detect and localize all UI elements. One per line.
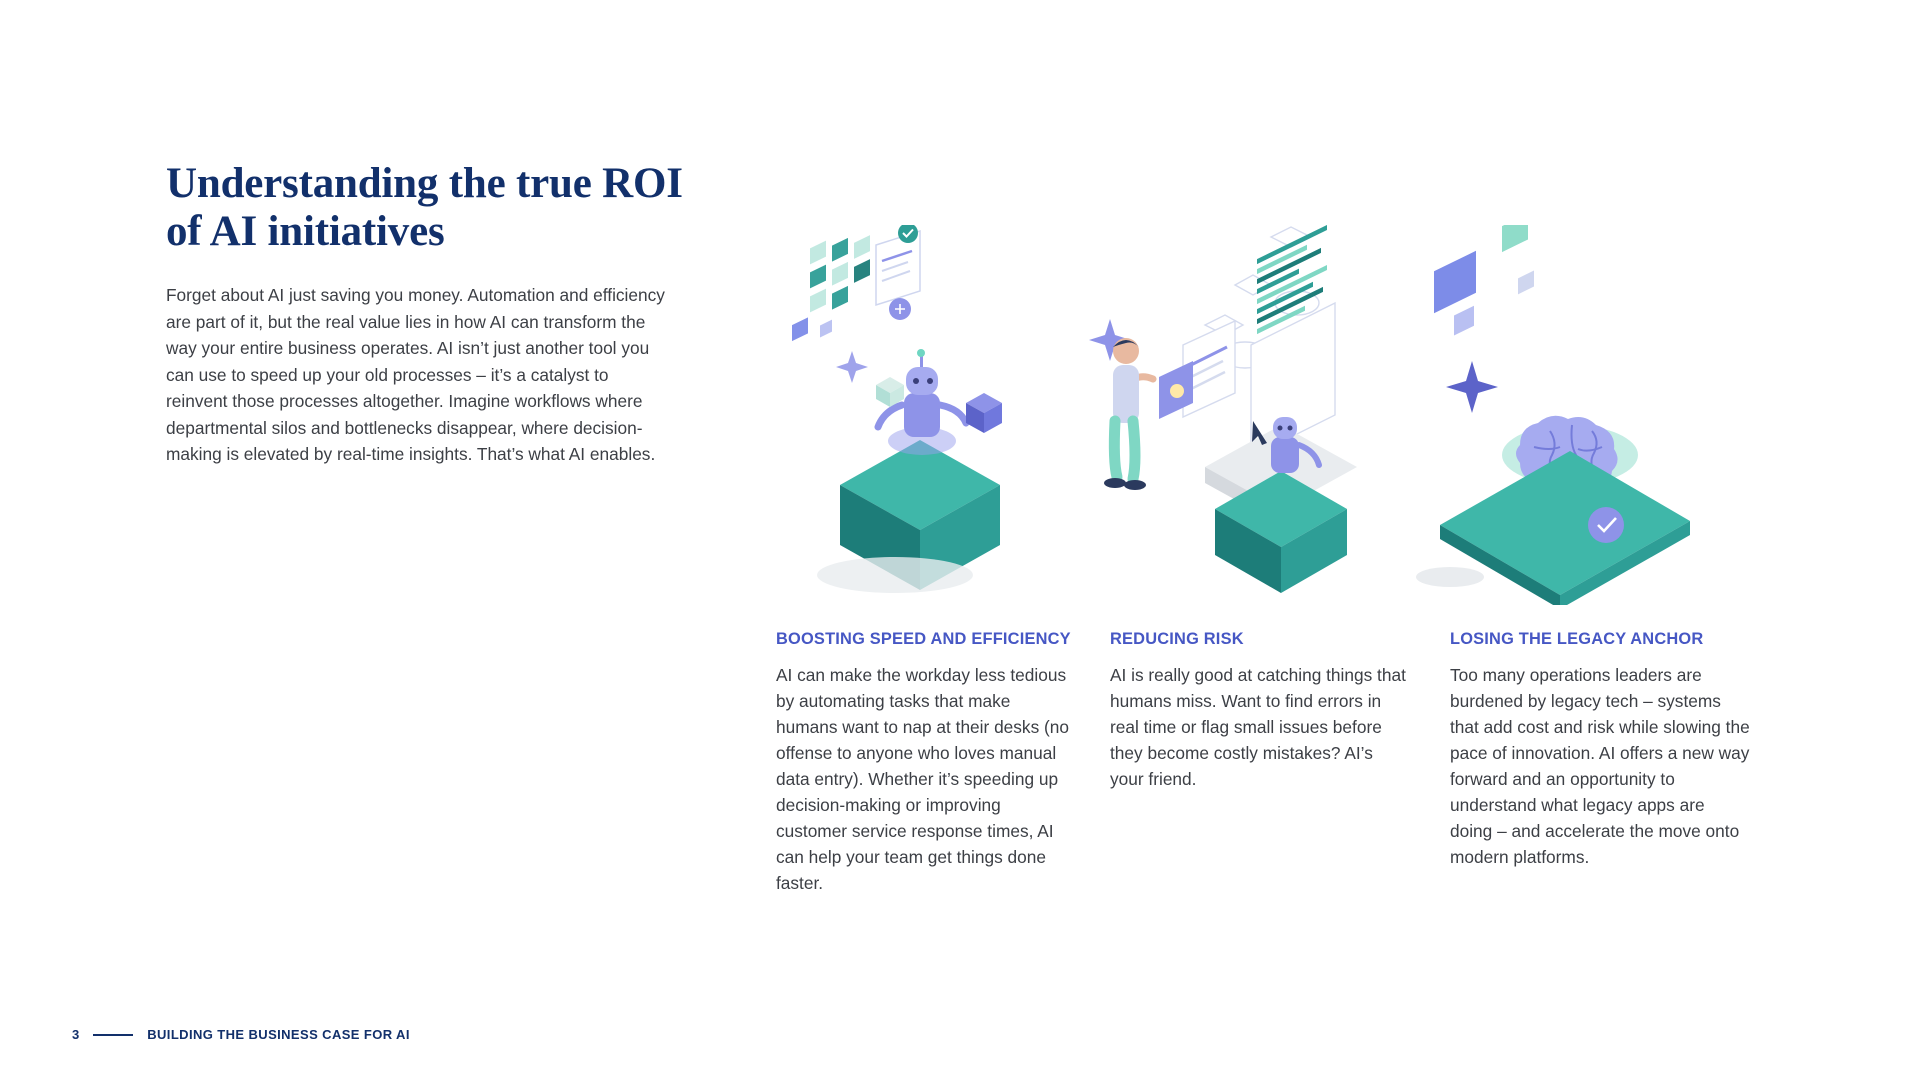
- illustration-row: [770, 225, 1770, 605]
- person-reviewing-data-screens-illustration: [1085, 225, 1385, 605]
- card-title: BOOSTING SPEED AND EFFICIENCY: [776, 630, 1071, 648]
- intro-paragraph: Forget about AI just saving you money. Automation and efficiency are part of it, but the real value lies in how AI can transform the way your entire business operates. AI isn’t just another tool you can use to speed up your old processes – it’s a catalyst to reinvent those processes altogether. Imagine workflows where departmental silos and bottlenecks disappear, where decision-making is elevated by real-time insights. That’s what AI enables.: [166, 285, 665, 465]
- card-title: REDUCING RISK: [1110, 630, 1244, 648]
- page-number: 3: [72, 1027, 80, 1042]
- card-body: AI can make the workday less tedious by automating tasks that make humans want to nap at their desks (no offense to anyone who loves manual data entry). Whether it’s speeding up decision-making or improving customer service response times, AI can help your team get things done faster.: [776, 665, 1069, 893]
- footer-divider: [93, 1034, 133, 1036]
- card-losing-the-legacy-anchor: [1450, 630, 1748, 871]
- brain-on-platform-illustration: [1410, 225, 1710, 605]
- card-body: Too many operations leaders are burdened by legacy tech – systems that add cost and risk while slowing the pace of innovation. AI offers a new way forward and an opportunity to understand what legacy apps are doing – and accelerate the move onto modern platforms.: [1450, 665, 1750, 867]
- left-column: [166, 160, 686, 485]
- card-title: LOSING THE LEGACY ANCHOR: [1450, 630, 1704, 648]
- robot-on-pedestal-illustration: [780, 225, 1080, 605]
- footer-label: BUILDING THE BUSINESS CASE FOR AI: [147, 1027, 410, 1042]
- card-body: AI is really good at catching things that humans miss. Want to find errors in real time or flag small issues before they become costly mistakes? AI’s your friend.: [1110, 665, 1406, 789]
- page-title: Understanding the true ROI of AI initiatives: [166, 160, 683, 256]
- card-reducing-risk: [1110, 630, 1408, 793]
- card-boosting-speed-and-efficiency: [776, 630, 1074, 896]
- page-footer: [72, 1027, 410, 1042]
